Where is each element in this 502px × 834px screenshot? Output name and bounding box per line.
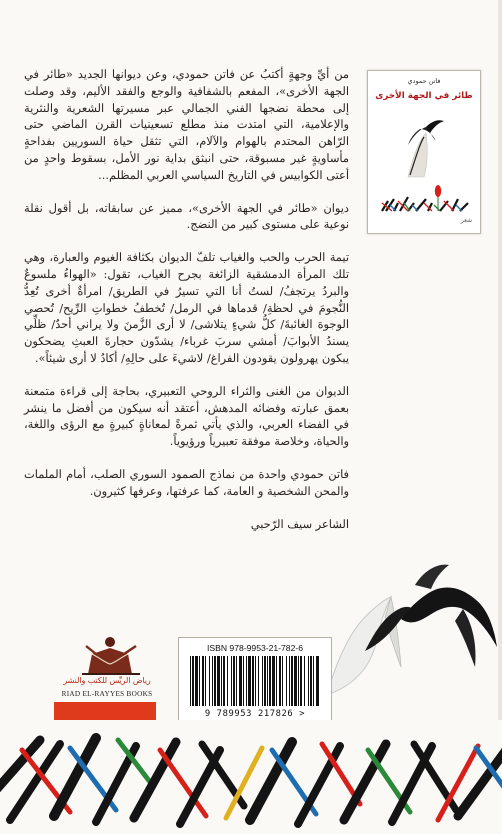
barcode-bars [188,656,322,708]
isbn-barcode [178,637,332,727]
front-cover-thumbnail [367,70,481,234]
isbn-label: ISBN 978-9953-21-782-6 [206,643,304,653]
thumbnail-art [368,71,480,233]
publisher-name-english: RIAD EL-RAYYES BOOKS [61,690,153,698]
thumbnail-author: فاتن حمودي [407,77,441,85]
blurb-paragraph: الديوان من الغنى والثراء الروحي التعبيري، بحاجة إلى قراءة متمعنة بعمق عبارته وفضائه المدهش، أعتقد أنه سيكون من أفضل ما ينشر في الفضاء العربي، والذي يأتي ثمرةً لمعاناةٍ كبيرةٍ مع الرؤى واللغة، والحياة، وخلاصة موفقة تعبيرياً ورؤيوياً. [24,383,349,449]
back-cover-blurb [24,66,349,548]
publisher-name-arabic: رياض الريِّس للكتب والنشر [63,676,151,685]
brush-strokes-decoration [0,720,502,834]
blurb-paragraph: تيمة الحرب والحب والغياب تلفّ الديوان بكثافة الغيوم والعبارة، وهي تلك المرأة الدمشقية الزائغة بجرح الغياب، تقول: «الهواءُ ملسوعٌ والبردُ يرتجفُ/ لستُ أنا التي تسيرُ في الطريق/ امرأةٌ أخرى تُعِدُّ النُّجومَ في لحظةِ/ قدماها في الرمل/ تُخطفُ خطواتِ الرِّيح/ تُحصي الوجوهَ الغائبةَ/ كلُّ شيءٍ يتلاشى/ لا أرى الزَّمنَ ولا يراني أحدٌ/ ظلِّي يسندُ الأبوابَ/ أمشي سربَ غرباء/ يشدّون حجارةَ العبثِ يضحكون يبكون يهرولون يقودون الفراغ/ لاشيءَ على حالِهِ/ أكادُ لا أرى شيئاً». [24,250,349,365]
barcode-digits: 9 789953 217826 > [204,709,306,719]
thumbnail-genre: شعر [460,217,472,224]
thumbnail-title: طائر في الجهة الأخرى [375,91,473,101]
publisher-red-bar [54,702,156,720]
blurb-paragraph: من أيِّ وجهةٍ أكتبُ عن فاتن حمودي، وعن ديوانها الجديد «طائر في الجهة الأخرى»، المفعم بالشفافية والوجع والفقد الأليم، وقد وصلت إلى محطة نضجها الفني الجمالي عبر مسيرتها الشعرية والنثرية والإعلامية، التي امتدت منذ مطلع تسعينيات القرن الماضي حتى الرّاهن المحتدم بالهوام والآلام، التي تثقل حياة السوريين بفداحةٍ مأساويةٍ غير مسبوقة، حتى انبثق بداية نور الأمل، بسقوط واحدٍ من أعتى الكوابيس في التاريخ السياسي العربي المظلم... [24,67,349,182]
blurb-signature: الشاعر سيف الرّحبي [250,516,349,531]
swallows-illustration [325,555,502,715]
blurb-paragraph: ديوان «طائر في الجهة الأخرى»، مميز عن سابقاته، بل أقول نقلة نوعية على مستوى كبير من النضج. [24,200,349,232]
blurb-paragraph: فاتن حمودي واحدة من نماذج الصمود السوري الصلب، أمام الملمات والمحن الشخصية و العامة، كما عرفتها، وعرفها كثيرون. [24,466,349,498]
